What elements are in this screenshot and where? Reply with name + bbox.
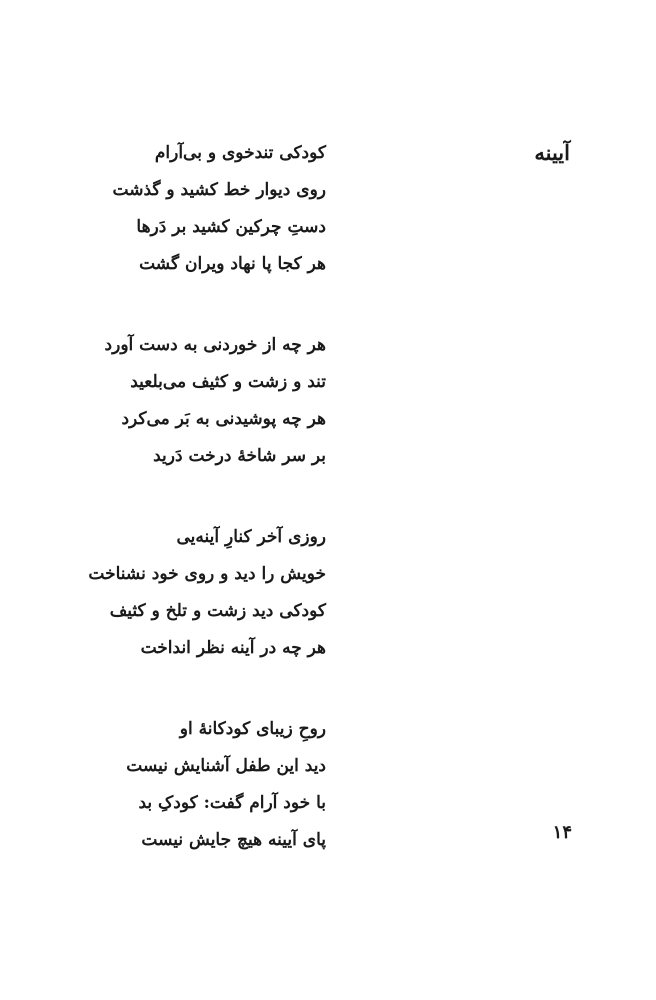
- poem-line: دید این طفل آشنایش نیست: [126, 756, 326, 776]
- poem-title: آیینه: [534, 140, 570, 165]
- stanza-2: [86, 332, 326, 480]
- stanza-4: [86, 716, 326, 864]
- poem-line: هر چه در آینه نظر انداخت: [140, 638, 326, 658]
- poem-line: هر چه از خوردنی به دست آورد: [104, 335, 326, 355]
- poem-line: با خود آرام گفت: کودکِ بد: [138, 793, 326, 813]
- poem-line: کودکی دید زشت و تلخ و کثیف: [109, 601, 326, 621]
- poem-line: تند و زشت و کثیف می‌بلعید: [130, 372, 326, 392]
- poem-line: هر چه پوشیدنی به بَر می‌کرد: [121, 409, 326, 429]
- poem-line: روحِ زیبای کودکانهٔ او: [179, 719, 326, 739]
- poem-line: کودکی تندخوی و بی‌آرام: [154, 143, 326, 163]
- poem-line: روزی آخر کنارِ آینه‌یی: [176, 527, 326, 547]
- poem-line: دستِ چرکین کشید بر دَرها: [136, 217, 326, 237]
- stanza-3: [86, 524, 326, 672]
- page-number: ۱۴: [552, 822, 572, 843]
- poem-line: بر سر شاخهٔ درخت دَرید: [153, 446, 326, 466]
- poem-line: پای آیینه هیچ جایش نیست: [141, 830, 326, 850]
- stanza-1: [86, 140, 326, 288]
- poem-body: [86, 140, 326, 908]
- poem-line: خویش را دید و روی خود نشناخت: [88, 564, 326, 584]
- poem-line: هر کجا پا نهاد ویران گشت: [139, 254, 326, 274]
- poem-line: روی دیوار خط کشید و گذشت: [112, 180, 326, 200]
